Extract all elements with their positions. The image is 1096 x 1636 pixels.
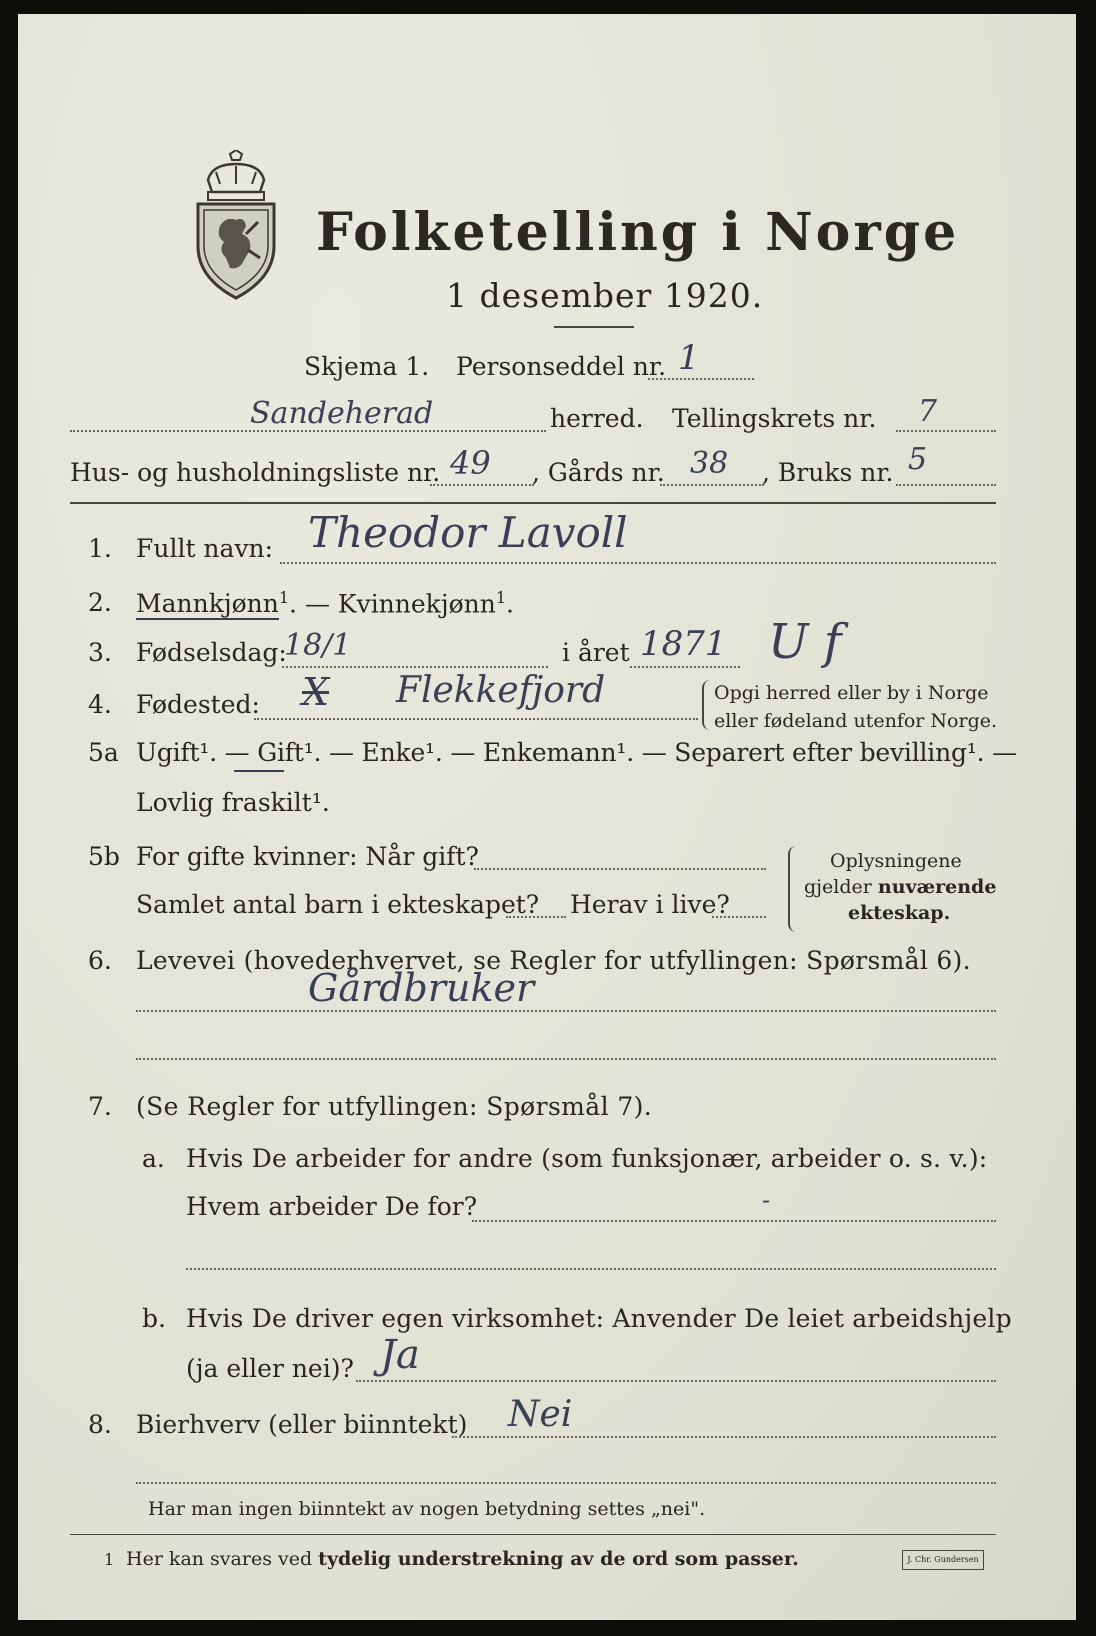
schema-label: Skjema 1. [304,352,430,381]
q7-label: (Se Regler for utfyllingen: Spørsmål 7). [136,1092,653,1121]
printer-stamp: J. Chr. Gundersen [902,1550,984,1570]
q4-note-line1: Opgi herred eller by i Norge [714,682,989,704]
q3-year-value: 1871 [640,624,727,664]
bruks-value: 5 [908,442,928,477]
q3-margin-mark: U f [768,614,842,670]
gards-label: , Gårds nr. [532,458,665,487]
q2-sex-options: Mannkjønn$^1$. — Kvinnekjønn$^1$. [136,588,514,619]
q6-occupation-value: Gårdbruker [308,966,535,1010]
q7b-value: Ja [380,1332,420,1378]
herred-label: herred. [550,404,644,433]
q5b-children-label: Samlet antal barn i ekteskapet? [136,890,540,919]
q5b-note-line3: ekteskap. [848,902,951,924]
q7a-line1: Hvis De arbeider for andre (som funksjonær, arbeider o. s. v.): [186,1144,988,1173]
q3-year-label: i året [562,638,630,667]
footnote-divider [70,1534,996,1535]
tellingskrets-label: Tellingskrets nr. [672,404,877,433]
q7b-line1: Hvis De driver egen virksomhet: Anvender De leiet arbeidshjelp [186,1304,1012,1333]
q8-value: Nei [508,1394,573,1435]
census-date: 1 desember 1920. [446,276,764,315]
form-title: Folketelling i Norge [316,202,960,263]
personseddel-label: Personseddel nr. [456,352,667,381]
q7a-value: - [762,1186,771,1214]
q5a-line2: Lovlig fraskilt¹. [136,788,330,817]
q7a-line2: Hvem arbeider De for? [186,1192,478,1221]
herred-value: Sandeherad [250,396,434,431]
bruks-label: , Bruks nr. [762,458,894,487]
header-divider [70,502,996,504]
q6-label: Levevei (hovederhvervet, se Regler for utfyllingen: Spørsmål 6). [136,946,971,975]
q8-note: Har man ingen biinntekt av nogen betydning settes „nei". [148,1498,706,1520]
q1-label: Fullt navn: [136,534,274,563]
personseddel-value: 1 [678,338,700,378]
tellingskrets-value: 7 [918,394,938,429]
gards-value: 38 [690,446,729,481]
footnote-text: Her kan svares ved tydelig understrekning av de ord som passer. [126,1548,799,1570]
q5a-marital-options: Ugift¹. — Gift¹. — Enke¹. — Enkemann¹. — Separert efter bevilling¹. — [136,738,1017,767]
q5a-gift-underline [234,770,284,772]
liste-value: 49 [450,444,491,482]
q5b-line1: For gifte kvinner: Når gift? [136,842,479,871]
q5b-note-line2: gjelder nuværende [804,876,997,898]
q3-label: Fødselsdag: [136,638,287,667]
q2-kvinnekjonn: Kvinnekjønn [337,589,496,619]
norwegian-lion-crest-icon [190,150,282,302]
q4-label: Fødested: [136,690,260,719]
liste-label: Hus- og husholdningsliste nr. [70,458,441,487]
q3-birthday-value: 18/1 [284,628,352,663]
census-form: Folketelling i Norge 1 desember 1920. Skjema 1. Personseddel nr. 1 Sandeherad herred. Tellingskrets nr. 7 Hus- og husholdningsliste nr. 49 , Gårds nr. 38 , Bruks nr. 5 1. Fullt navn: Theodor Lavoll 2. Mannkjønn$^1$. — Kvinnekjønn$^1$. 3. Fødselsdag: 18/1 i året 1871 U f 4. Fødested: X Flekkefjord Opgi herred eller by i Norge eller fødeland utenfor Norge. 5a Ugift¹. — Gift¹. — Enke¹. — Enkemann¹. — Separert efter bevilling¹. — Lovlig fraskilt¹. 5b For gifte kvinner: Når gift? Samlet antal barn i ekteskapet? Herav i live? Oplysningene gjelder nuværende ekteskap. 6. Levevei (hovederhvervet, se Regler for utfyllingen: Spørsmål 6). Gårdbruker 7. (Se Regler for utfyllingen: Spørsmål 7). a. Hvis De arbeider for andre (som funksjonær, arbeider o. s. v.): Hvem arbeider De for? - b. Hvis De driver egen virksomhet: Anvender De leiet arbeidshjelp (ja eller nei)? Ja 8. Bierhverv (eller biinntekt) Nei Har man ingen biinntekt av nogen betydning settes „nei". 1 Her kan svares ved tydelig understrekning av de ord som passer. J. Chr. Gundersen [18,14,1076,1620]
q4-struck-text: X [302,670,330,714]
q4-birthplace-value: Flekkefjord [396,670,606,711]
q4-note-line2: eller fødeland utenfor Norge. [714,710,998,732]
q5b-alive-label: Herav i live? [570,890,730,919]
q7b-line2: (ja eller nei)? [186,1354,354,1383]
q2-mannkjonn-underlined: Mannkjønn [136,589,279,619]
q5b-note-line1: Oplysningene [830,850,962,872]
q8-label: Bierhverv (eller biinntekt) [136,1410,468,1439]
title-divider [554,326,634,328]
q1-full-name-value: Theodor Lavoll [308,508,628,557]
